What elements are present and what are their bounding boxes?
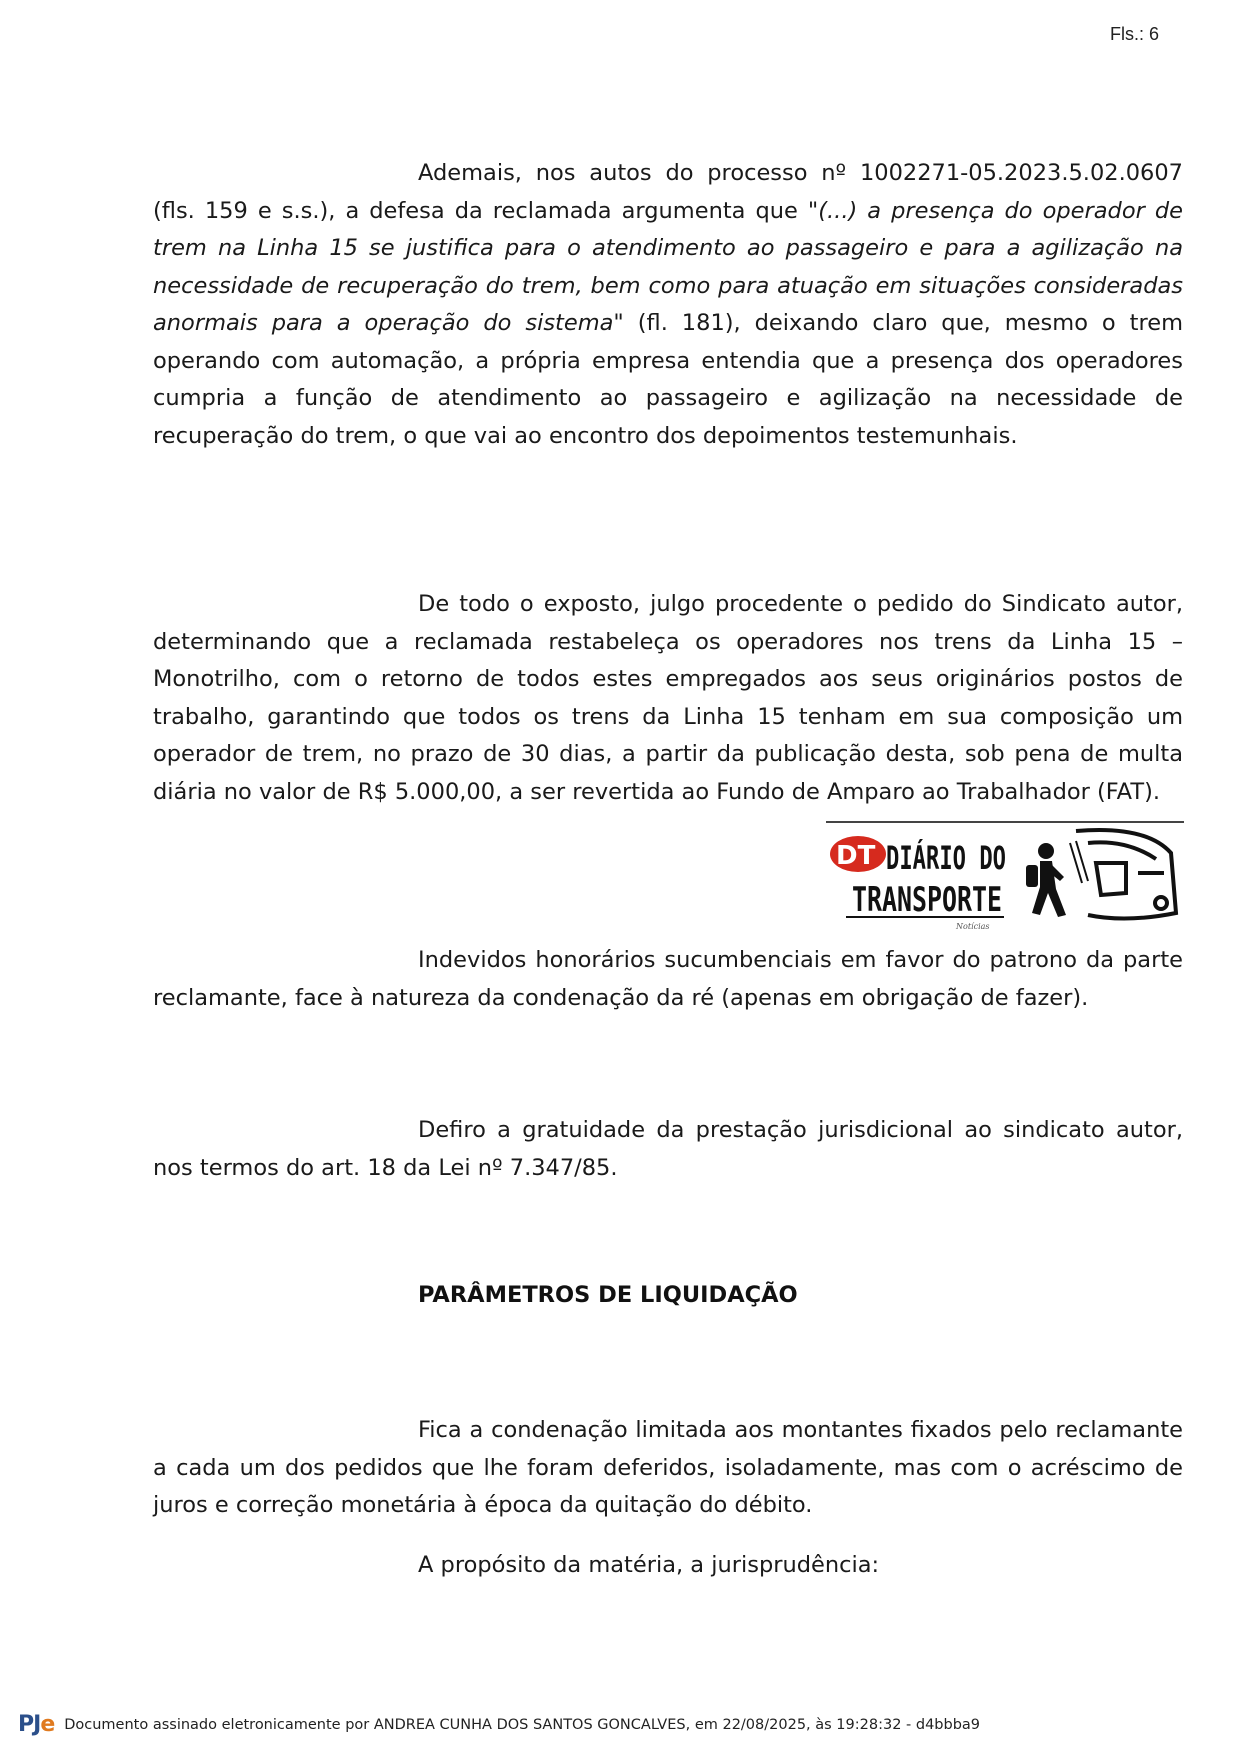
page-number: Fls.: 6 xyxy=(1110,24,1160,44)
section-heading: PARÂMETROS DE LIQUIDAÇÃO xyxy=(418,1282,798,1308)
signature-footer xyxy=(18,1712,980,1737)
paragraph-free-justice: Defiro a gratuidade da prestação jurisdicional ao sindicato autor, nos termos do art. 18 da Lei nº 7.347/85. xyxy=(153,1117,1183,1181)
paragraph-text: Ademais, nos autos do processo nº 1002271-05.2023.5.02.0607 (fls. 159 e s.s.), a defesa da reclamada argumenta que xyxy=(153,160,1183,224)
paragraph-ruling: De todo o exposto, julgo procedente o pedido do Sindicato autor, determinando que a reclamada restabeleça os operadores nos trens da Linha 15 – Monotrilho, com o retorno de todos estes empregados aos seus originários postos de trabalho, garantindo que todos os trens da Linha 15 tenham em sua composição um operador de trem, no prazo de 30 dias, a partir da publicação desta, sob pena de multa diária no valor de R$ 5.000,00, a ser revertida ao Fundo de Amparo ao Trabalhador (FAT). xyxy=(153,591,1183,805)
diario-do-transporte-logo xyxy=(826,821,1184,933)
motion-lines-icon xyxy=(1070,841,1088,883)
walking-person-icon xyxy=(1026,843,1066,917)
paragraph-defense-argument xyxy=(153,155,1183,455)
svg-text:Notícias: Notícias xyxy=(956,922,990,931)
pje-logo: PJe xyxy=(18,1712,55,1737)
signature-text: Documento assinado eletronicamente por ANDREA CUNHA DOS SANTOS GONCALVES, em 22/08/2025, às 19:28:32 - d4bbba9 xyxy=(64,1716,981,1733)
paragraph-jurisprudence-intro: A propósito da matéria, a jurisprudência: xyxy=(418,1552,880,1578)
bus-icon xyxy=(1076,830,1176,919)
paragraph-liquidation: Fica a condenação limitada aos montantes fixados pelo reclamante a cada um dos pedidos que lhe foram deferidos, isoladamente, mas com o acréscimo de juros e correção monetária à época da quitação do débito. xyxy=(153,1417,1183,1518)
svg-text:DIÁRIO DO: DIÁRIO DO xyxy=(886,839,1006,877)
svg-text:DT: DT xyxy=(836,841,876,871)
paragraph-text: (fl. 181), deixando claro que, mesmo o trem operando com automação, a própria empresa entendia que a presença dos operadores cumpria a função de atendimento ao passageiro e agilização na necessidade de recuperação do trem, o que vai ao encontro dos depoimentos testemunhais. xyxy=(153,310,1183,449)
dt-badge-icon xyxy=(830,836,886,872)
paragraph-attorney-fees: Indevidos honorários sucumbenciais em favor do patrono da parte reclamante, face à natureza da condenação da ré (apenas em obrigação de fazer). xyxy=(153,947,1183,1011)
quoted-defense: "(...) a presença do operador de trem na Linha 15 se justifica para o atendimento ao passageiro e para a agilização na necessidade de recuperação do trem, bem como para atuação em situações consideradas anormais para a operação do sistema" xyxy=(153,197,1183,336)
svg-text:TRANSPORTE: TRANSPORTE xyxy=(852,880,1002,920)
